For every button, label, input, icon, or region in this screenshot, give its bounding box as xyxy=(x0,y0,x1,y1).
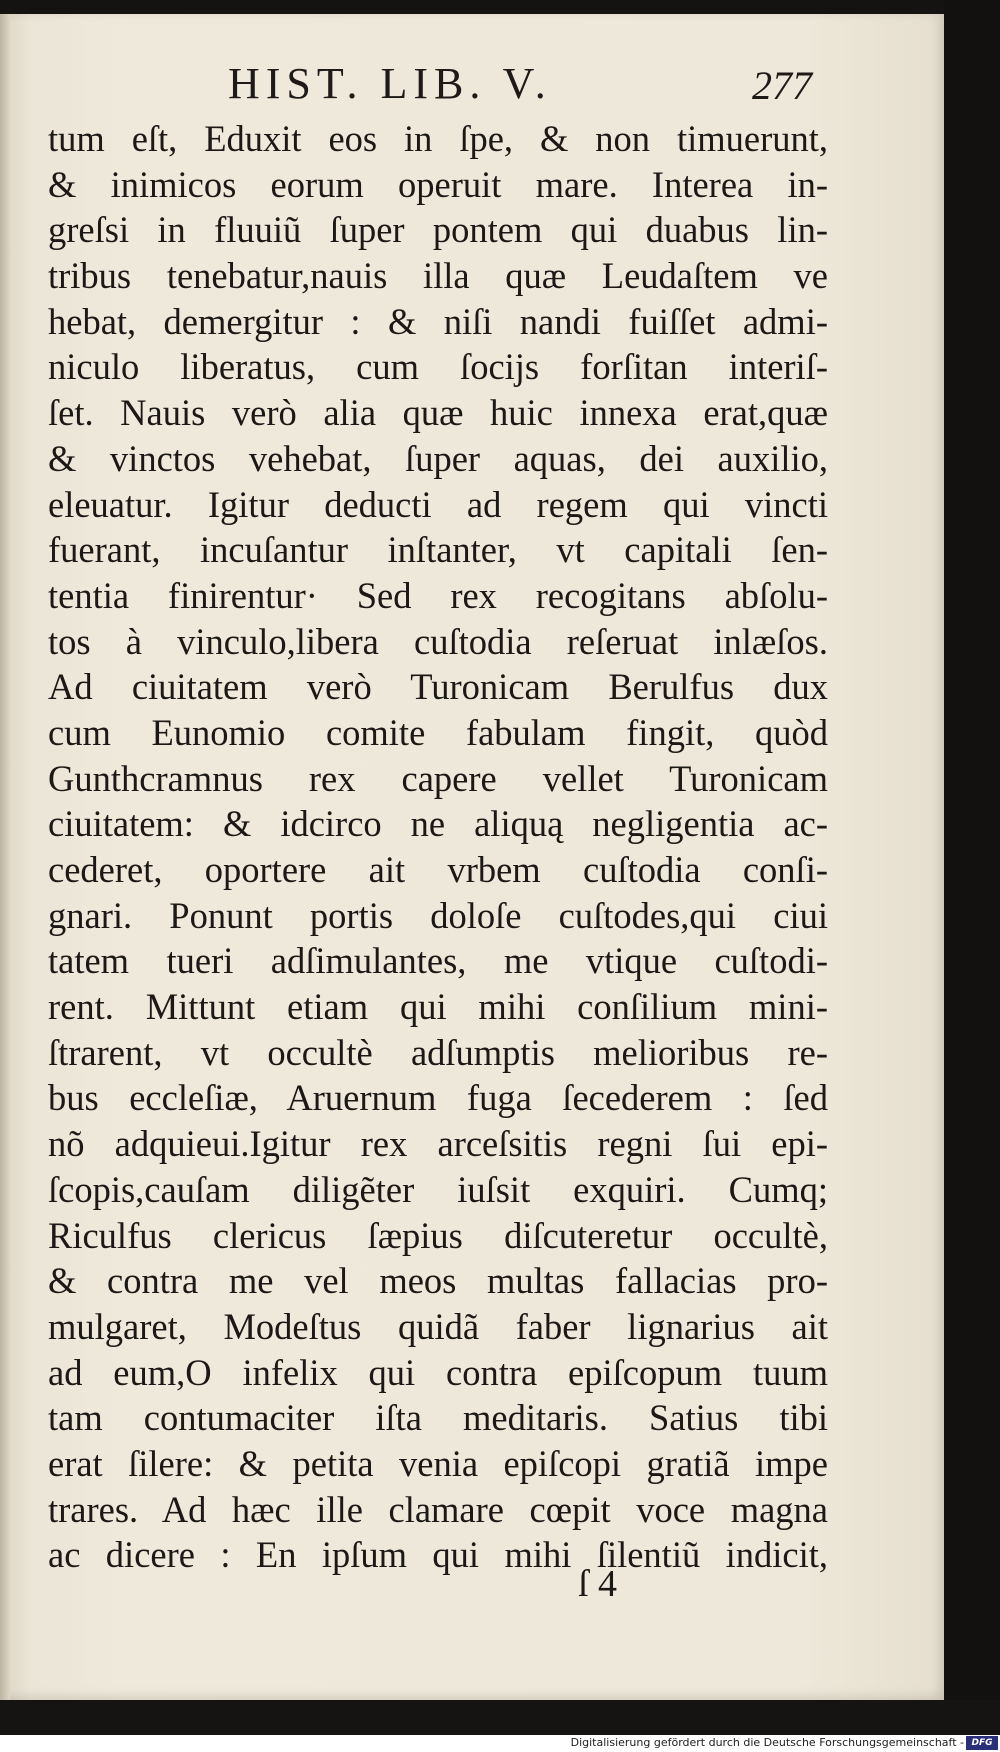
text-line: trares. Ad hæc ille clamare cœpit voce magna xyxy=(48,1488,828,1530)
text-line: tribus tenebatur,nauis illa quæ Leudaſtem ve xyxy=(48,255,828,297)
text-line: cederet, oportere ait vrbem cuſtodia conſi- xyxy=(48,849,828,890)
body-text xyxy=(48,116,828,1578)
text-line: greſsi in fluuiũ ſuper pontem qui duabus lin- xyxy=(48,209,828,251)
scan-border-right xyxy=(944,0,1000,1735)
text-line: fuerant, incuſantur inſtanter, vt capitali ſen- xyxy=(48,529,828,571)
text-line: ac dicere : En ipſum qui mihi ſilentiũ indicit, xyxy=(48,1534,828,1576)
text-line: ſcopis,cauſam diligẽter iuſsit exquiri. Cumq; xyxy=(48,1168,828,1210)
text-line: & contra me vel meos multas fallacias pro- xyxy=(48,1260,828,1302)
digitization-footer xyxy=(0,1735,1000,1752)
text-line: hebat, demergitur : & niſi nandi fuiſſet admi- xyxy=(48,300,828,342)
signature-mark: ſ 4 xyxy=(578,1563,618,1605)
text-line: cum Eunomio comite fabulam fingit, quòd xyxy=(48,711,828,753)
scan-border-top xyxy=(0,0,1000,14)
text-line: Riculfus clericus ſæpius diſcuteretur occultè, xyxy=(48,1214,828,1256)
text-line: ſtrarent, vt occultè adſumptis melioribus re- xyxy=(48,1031,828,1073)
text-line: gnari. Ponunt portis doloſe cuſtodes,qui ciui xyxy=(48,894,828,936)
text-line: rent. Mittunt etiam qui mihi conſilium mini- xyxy=(48,986,828,1028)
page-number: 277 xyxy=(752,63,812,108)
text-line: tum eſt, Eduxit eos in ſpe, & non timuerunt, xyxy=(48,118,828,159)
text-line: tam contumaciter iſta meditaris. Satius tibi xyxy=(48,1397,828,1439)
text-line: mulgaret, Modeſtus quidã faber lignarius ait xyxy=(48,1305,828,1347)
running-head-title: HIST. LIB. V. xyxy=(228,59,552,108)
text-line: ſet. Nauis verò alia quæ huic innexa erat,quæ xyxy=(48,392,828,434)
text-line: tentia finirentur· Sed rex recogitans abſolu- xyxy=(48,574,828,616)
scan-border-bottom xyxy=(0,1700,1000,1735)
dfg-logo-icon: DFG xyxy=(966,1736,998,1750)
text-line: bus eccleſiæ, Aruernum fuga ſecederem : ſed xyxy=(48,1077,828,1119)
text-line: erat ſilere: & petita venia epiſcopi gratiã impe xyxy=(48,1442,828,1484)
page-binding-edge xyxy=(0,14,10,1700)
text-line: tatem tueri adſimulantes, me vtique cuſtodi- xyxy=(48,940,828,982)
running-head xyxy=(0,58,944,118)
text-line: eleuatur. Igitur deducti ad regem qui vincti xyxy=(48,483,828,525)
text-line: ad eum,O infelix qui contra epiſcopum tuum xyxy=(48,1351,828,1393)
text-line: niculo liberatus, cum ſocijs forſitan interiſ- xyxy=(48,346,828,388)
footer-credit: Digitalisierung gefördert durch die Deutsche Forschungsgemeinschaft - xyxy=(570,1736,964,1749)
text-line: ciuitatem: & idcirco ne aliquą negligentia ac- xyxy=(48,803,828,845)
text-line: Ad ciuitatem verò Turonicam Berulfus dux xyxy=(48,666,828,708)
text-line: nõ adquieui.Igitur rex arceſsitis regni ſui epi- xyxy=(48,1123,828,1165)
text-line: & vinctos vehebat, ſuper aquas, dei auxilio, xyxy=(48,437,828,479)
text-line: tos à vinculo,libera cuſtodia reſeruat inlæſos. xyxy=(48,620,828,662)
text-line: Gunthcramnus rex capere vellet Turonicam xyxy=(48,757,828,799)
text-line: & inimicos eorum operuit mare. Interea in- xyxy=(48,163,828,205)
